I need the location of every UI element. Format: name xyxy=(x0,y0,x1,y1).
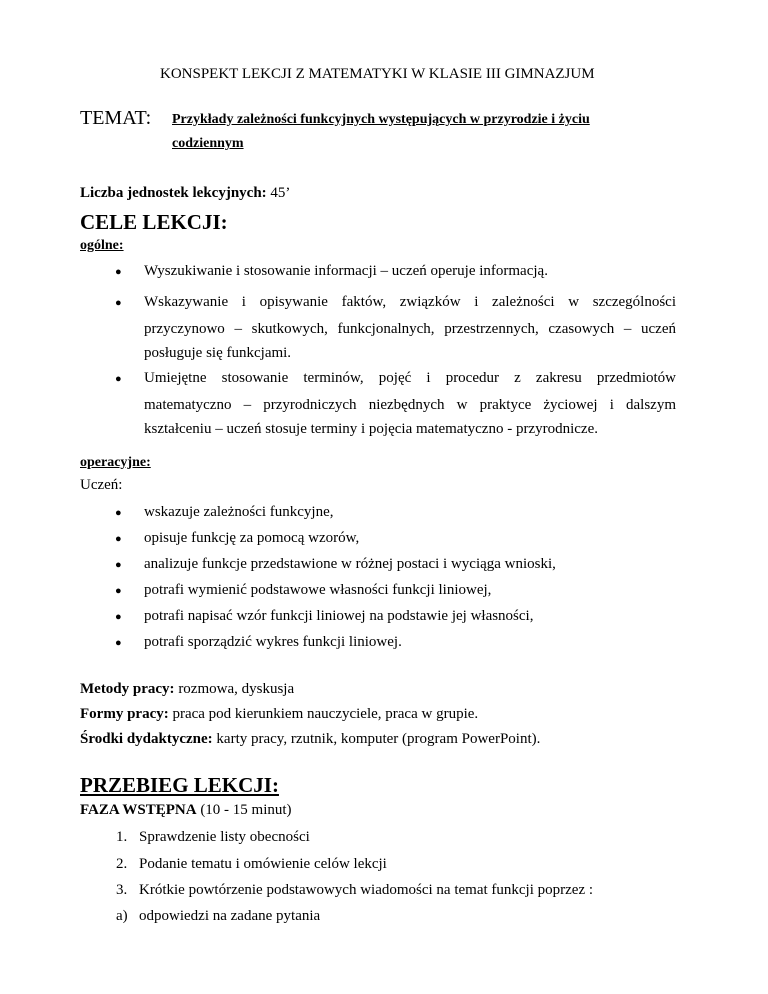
ogolne-item-3-line-3: kształceniu – uczeń stosuje terminy i pojęcia matematyczno - przyrodnicze. xyxy=(144,421,598,437)
operacyjne-item-4: potrafi wymienić podstawowe własności funkcji liniowej, xyxy=(144,582,492,598)
temat-title-line1: Przykłady zależności funkcyjnych występujących w przyrodzie i życiu xyxy=(172,112,590,127)
ogolne-item-2-line-3: posługuje się funkcjami. xyxy=(144,345,292,361)
step-marker: 3. xyxy=(116,882,128,898)
przebieg-heading: PRZEBIEG LEKCJI: xyxy=(80,773,279,797)
bullet-icon: ● xyxy=(115,297,122,309)
ogolne-item-3-line-2: matematyczno – przyrodniczych niezbędnych w praktyce życiowej i dalszym xyxy=(144,397,676,413)
ogolne-item-3-line-1: Umiejętne stosowanie terminów, pojęć i procedur z zakresu przedmiotów xyxy=(144,370,676,386)
step-marker: a) xyxy=(116,908,128,924)
lesson-units: Liczba jednostek lekcyjnych: 45’ xyxy=(80,185,291,201)
cele-heading: CELE LEKCJI: xyxy=(80,210,228,234)
operacyjne-intro: Uczeń: xyxy=(80,477,123,493)
bullet-icon: ● xyxy=(115,611,122,623)
operacyjne-label: operacyjne: xyxy=(80,455,151,470)
operacyjne-item-2: opisuje funkcję za pomocą wzorów, xyxy=(144,530,360,546)
formy-pracy: Formy pracy: praca pod kierunkiem nauczyciele, praca w grupie. xyxy=(80,706,479,722)
ogolne-item-1: Wyszukiwanie i stosowanie informacji – uczeń operuje informacją. xyxy=(144,263,548,279)
srodki-dydaktyczne: Środki dydaktyczne: karty pracy, rzutnik, komputer (program PowerPoint). xyxy=(80,731,541,747)
temat-label: TEMAT: xyxy=(80,107,152,129)
ogolne-item-2-line-1: Wskazywanie i opisywanie faktów, związków i zależności w szczególności xyxy=(144,294,676,310)
bullet-icon: ● xyxy=(115,507,122,519)
bullet-icon: ● xyxy=(115,373,122,385)
step-marker: 1. xyxy=(116,829,128,845)
bullet-icon: ● xyxy=(115,533,122,545)
bullet-icon: ● xyxy=(115,266,122,278)
bullet-icon: ● xyxy=(115,637,122,649)
operacyjne-item-3: analizuje funkcje przedstawione w różnej postaci i wyciąga wnioski, xyxy=(144,556,556,572)
temat-title-line2: codziennym xyxy=(172,136,244,151)
operacyjne-item-6: potrafi sporządzić wykres funkcji liniowej. xyxy=(144,634,402,650)
step-3: Krótkie powtórzenie podstawowych wiadomości na temat funkcji poprzez : xyxy=(139,882,594,898)
bullet-icon: ● xyxy=(115,559,122,571)
faza-wstepna: FAZA WSTĘPNA (10 - 15 minut) xyxy=(80,802,292,818)
ogolne-item-2-line-2: przyczynowo – skutkowych, funkcjonalnych, przestrzennych, czasowych – uczeń xyxy=(144,321,676,337)
operacyjne-item-5: potrafi napisać wzór funkcji liniowej na podstawie jej własności, xyxy=(144,608,534,624)
metody-pracy: Metody pracy: rozmowa, dyskusja xyxy=(80,681,295,697)
step-1: Sprawdzenie listy obecności xyxy=(139,829,310,845)
step-marker: 2. xyxy=(116,856,128,872)
operacyjne-item-1: wskazuje zależności funkcyjne, xyxy=(144,504,334,520)
document-header: KONSPEKT LEKCJI Z MATEMATYKI W KLASIE III GIMNAZJUM xyxy=(160,66,595,82)
bullet-icon: ● xyxy=(115,585,122,597)
ogolne-label: ogólne: xyxy=(80,238,124,253)
step-2: Podanie tematu i omówienie celów lekcji xyxy=(139,856,387,872)
step-a: odpowiedzi na zadane pytania xyxy=(139,908,321,924)
